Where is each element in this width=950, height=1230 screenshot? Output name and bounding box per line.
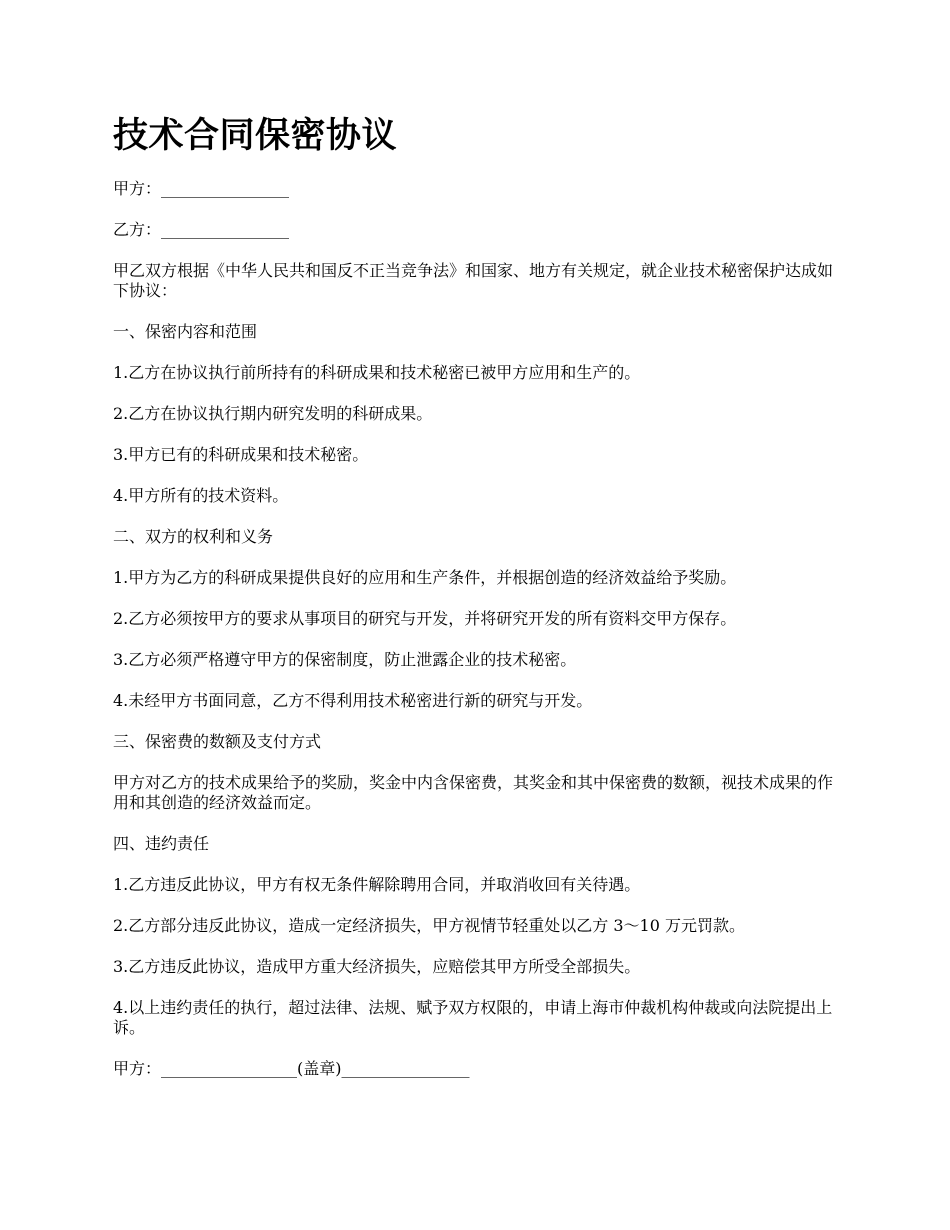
clause-item: 1.甲方为乙方的科研成果提供良好的应用和生产条件，并根据创造的经济效益给予奖励。 <box>113 568 737 587</box>
clause-item: 1.乙方违反此协议，甲方有权无条件解除聘用合同，并取消收回有关待遇。 <box>113 875 641 894</box>
clause-item: 3.乙方违反此协议，造成甲方重大经济损失，应赔偿其甲方所受全部损失。 <box>113 957 641 976</box>
party-a-line <box>113 179 841 199</box>
clause-item: 2.乙方部分违反此协议，造成一定经济损失，甲方视情节轻重处以乙方 3～10 万元罚款。 <box>113 916 745 935</box>
section-heading: 三、保密费的数额及支付方式 <box>113 732 322 751</box>
intro-paragraph: 甲乙双方根据《中华人民共和国反不正当竞争法》和国家、地方有关规定，就企业技术秘密保护达成如下协议： <box>113 261 834 300</box>
signature-line: 甲方：_________________(盖章)________________ <box>113 1059 470 1078</box>
clause-item: 4.以上违约责任的执行，超过法律、法规、赋予双方权限的，申请上海市仲裁机构仲裁或向法院提出上诉。 <box>113 998 833 1037</box>
document-title: 技术合同保密协议 <box>113 116 398 156</box>
party-a-label: 甲方： <box>113 179 162 198</box>
clause-item: 1.乙方在协议执行前所持有的科研成果和技术秘密已被甲方应用和生产的。 <box>113 363 641 382</box>
clause-item: 4.未经甲方书面同意，乙方不得利用技术秘密进行新的研究与开发。 <box>113 691 593 710</box>
clause-item: 2.乙方必须按甲方的要求从事项目的研究与开发，并将研究开发的所有资料交甲方保存。 <box>113 609 737 628</box>
clause-item: 甲方对乙方的技术成果给予的奖励，奖金中内含保密费，其奖金和其中保密费的数额，视技术成果的作用和其创造的经济效益而定。 <box>113 773 834 812</box>
clause-item: 3.甲方已有的科研成果和技术秘密。 <box>113 445 369 464</box>
document-page <box>113 113 841 1100</box>
clause-item: 4.甲方所有的技术资料。 <box>113 486 289 505</box>
clause-item: 2.乙方在协议执行期内研究发明的科研成果。 <box>113 404 433 423</box>
party-b-label: 乙方： <box>113 220 162 239</box>
section-heading: 四、违约责任 <box>113 834 210 853</box>
section-heading: 二、双方的权利和义务 <box>113 527 274 546</box>
party-b-blank: ________________ <box>161 220 290 239</box>
section-heading: 一、保密内容和范围 <box>113 322 258 341</box>
party-a-blank: ________________ <box>161 179 290 198</box>
clause-item: 3.乙方必须严格遵守甲方的保密制度，防止泄露企业的技术秘密。 <box>113 650 577 669</box>
party-b-line <box>113 220 841 240</box>
